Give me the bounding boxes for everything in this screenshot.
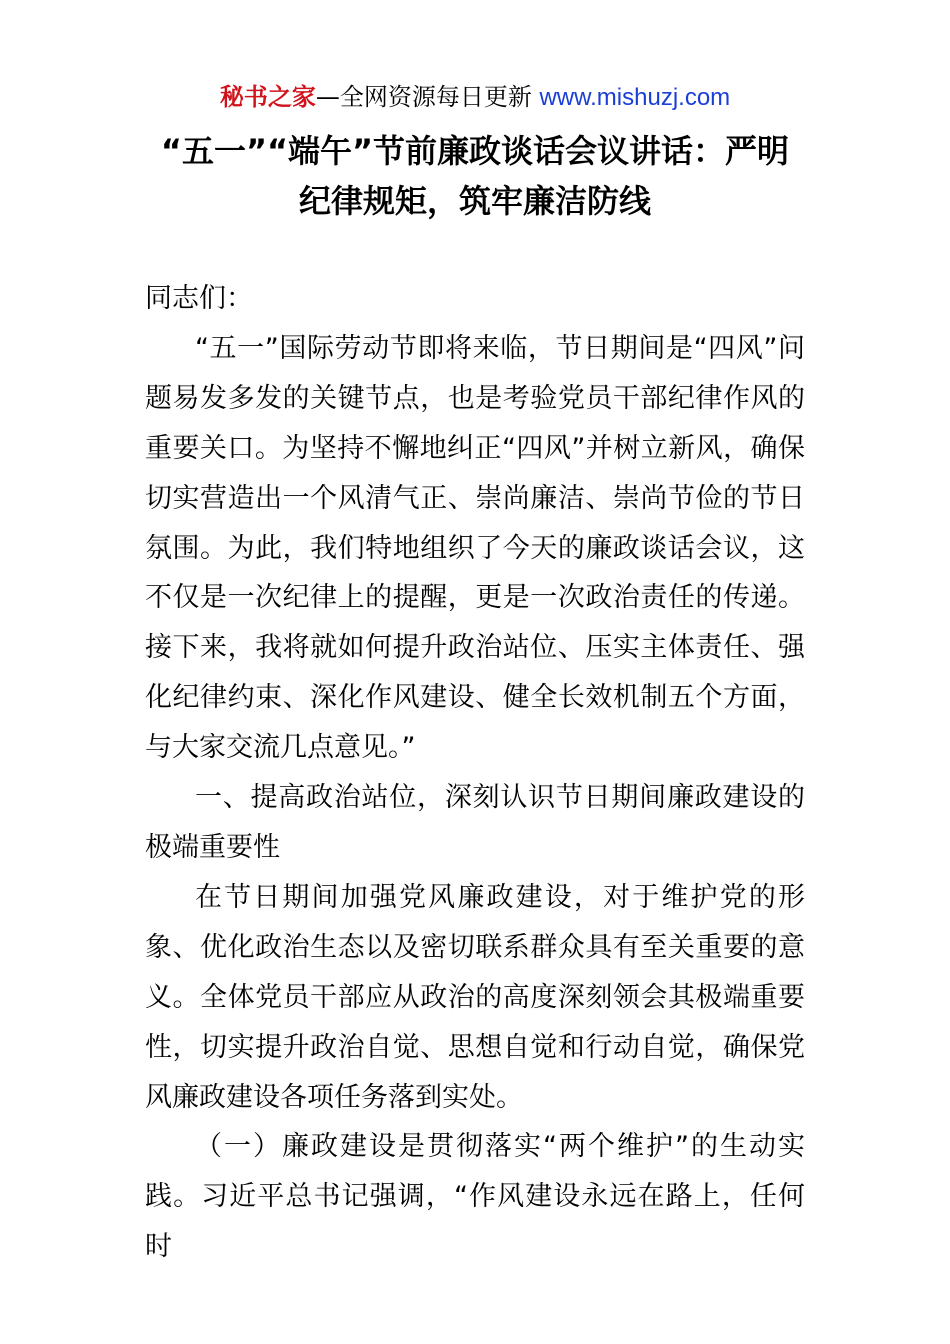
paragraph: （一）廉政建设是贯彻落实“两个维护”的生动实践。习近平总书记强调，“作风建设永远在路上，任何时 — [145, 1131, 805, 1263]
site-header — [0, 80, 950, 115]
site-url[interactable]: www.mishuzj.com — [539, 84, 731, 111]
document-title: “五一”“端午”节前廉政谈话会议讲话：严明纪律规矩，筑牢廉洁防线 — [160, 132, 790, 220]
header-tagline: —全网资源每日更新 — [315, 83, 540, 111]
paragraph: 在节日期间加强党风廉政建设，对于维护党的形象、优化政治生态以及密切联系群众具有至关重要的意义。全体党员干部应从政治的高度深刻领会其极端重要性，切实提升政治自觉、思想自觉和行动自觉，确保党风廉政建设各项任务落到实处。 — [145, 881, 805, 1113]
paragraph: “五一”国际劳动节即将来临，节日期间是“四风”问题易发多发的关键节点，也是考验党员干部纪律作风的重要关口。为坚持不懈地纠正“四风”并树立新风，确保切实营造出一个风清气正、崇尚廉洁、崇尚节俭的节日氛围。为此，我们特地组织了今天的廉政谈话会议，这不仅是一次纪律上的提醒，更是一次政治责任的传递。接下来，我将就如何提升政治站位、压实主体责任、强化纪律约束、深化作风建设、健全长效机制五个方面，与大家交流几点意见。” — [145, 332, 805, 764]
document-body — [145, 274, 805, 1272]
greeting: 同志们： — [145, 283, 253, 314]
brand-name: 秘书之家 — [219, 83, 316, 111]
section-heading: 一、提高政治站位，深刻认识节日期间廉政建设的极端重要性 — [145, 782, 805, 863]
